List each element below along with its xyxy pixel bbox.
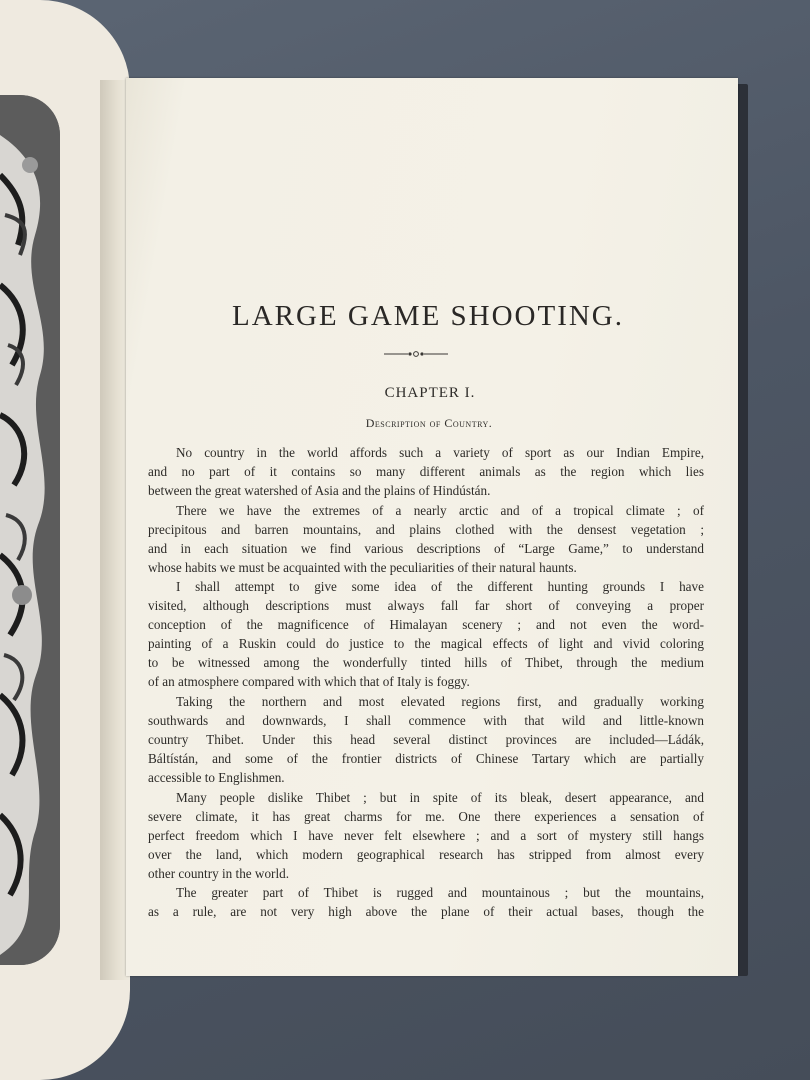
- illustration-plate: [0, 95, 60, 965]
- text-line: country Thibet. Under this head several distinct provinces are included—Ládák,: [148, 732, 704, 747]
- text-line: accessible to Englishmen.: [148, 770, 285, 785]
- text-line: southwards and downwards, I shall commence with that wild and little-known: [148, 713, 704, 728]
- text-line: visited, although descriptions must always fall far short of conveying a proper: [148, 598, 704, 613]
- text-line: as a rule, are not very high above the plane of their actual bases, though the: [148, 904, 704, 919]
- chapter-heading: CHAPTER I.: [384, 385, 476, 401]
- text-line: The greater part of Thibet is rugged and mountainous ; but the mountains,: [176, 885, 704, 900]
- text-line: perfect freedom which I have never felt elsewhere ; and a sort of mystery still hangs: [148, 828, 704, 843]
- text-line: conception of the magnificence of Himalayan scenery ; and not even the word-: [148, 617, 704, 632]
- text-line: and no part of it contains so many different animals as the region which lies: [148, 464, 704, 479]
- page-title: LARGE GAME SHOOTING.: [231, 300, 624, 332]
- text-line: Taking the northern and most elevated regions first, and gradually working: [176, 694, 704, 709]
- text-line: I shall attempt to give some idea of the different hunting grounds I have: [176, 579, 704, 594]
- text-line: Báltístán, and some of the frontier districts of Chinese Tartary which are partially: [148, 751, 704, 766]
- text-line: and in each situation we find various descriptions of “Large Game,” to understand: [148, 541, 704, 556]
- text-line: No country in the world affords such a variety of sport as our Indian Empire,: [176, 445, 704, 460]
- book-page: [126, 78, 738, 976]
- text-line: of an atmosphere compared with which that of Italy is foggy.: [148, 674, 470, 689]
- chapter-subtitle: Description of Country.: [365, 416, 493, 430]
- text-line: severe climate, it has great charms for me. One there experiences a sensation of: [148, 809, 704, 824]
- title-ornament: [384, 349, 448, 359]
- text-line: whose habits we must be acquainted with the peculiarities of their natural haunts.: [148, 560, 577, 575]
- text-line: between the great watershed of Asia and the plains of Hindústán.: [148, 483, 491, 498]
- text-line: Many people dislike Thibet ; but in spite of its bleak, desert appearance, and: [176, 790, 704, 805]
- text-line: over the land, which modern geographical research has stripped from almost every: [148, 847, 704, 862]
- text-line: precipitous and barren mountains, and plains clothed with the densest vegetation ;: [148, 522, 704, 537]
- text-line: to be witnessed among the wonderfully tinted hills of Thibet, through the medium: [148, 655, 704, 670]
- text-line: There we have the extremes of a nearly arctic and of a tropical climate ; of: [176, 503, 704, 518]
- text-line: painting of a Ruskin could do justice to the magical effects of light and vivid coloring: [148, 636, 704, 651]
- text-line: other country in the world.: [148, 866, 289, 881]
